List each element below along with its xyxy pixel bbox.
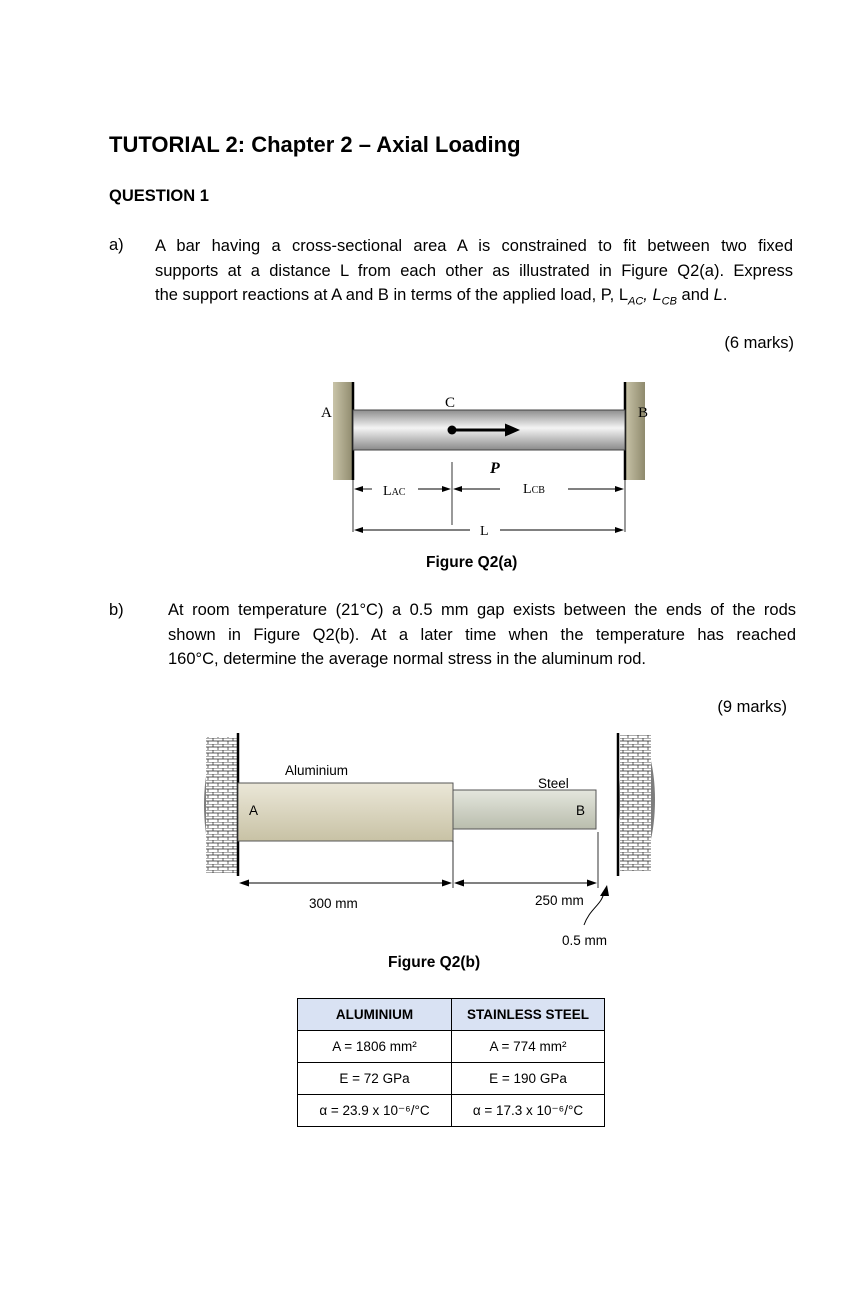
table-row bbox=[298, 1063, 605, 1095]
cell-al-area: A = 1806 mm² bbox=[298, 1031, 452, 1063]
support-a bbox=[333, 382, 353, 480]
cell-al-alpha: α = 23.9 x 10⁻⁶/°C bbox=[298, 1095, 452, 1127]
header-aluminium: ALUMINIUM bbox=[298, 999, 452, 1031]
label-a-rod: A bbox=[249, 803, 259, 818]
label-b: B bbox=[638, 405, 649, 421]
part-b-line-2: shown in Figure Q2(b). At a later time when the temperature has reached bbox=[168, 625, 796, 644]
part-b-line-1: At room temperature (21°C) a 0.5 mm gap exists between the ends of the rods bbox=[168, 601, 796, 619]
part-b-label: b) bbox=[109, 601, 124, 619]
dim-250: 250 mm bbox=[535, 893, 584, 908]
page-title: TUTORIAL 2: Chapter 2 – Axial Loading bbox=[109, 132, 521, 157]
part-b-line-3: 160°C, determine the average normal stress in the aluminum rod. bbox=[168, 650, 647, 668]
cell-st-alpha: α = 17.3 x 10⁻⁶/°C bbox=[452, 1095, 605, 1127]
left-wall bbox=[206, 737, 237, 873]
label-l: L bbox=[480, 524, 489, 539]
support-b bbox=[625, 382, 645, 480]
label-lac: LAC bbox=[383, 484, 406, 499]
material-properties-table bbox=[297, 998, 605, 1127]
part-a-text bbox=[155, 234, 793, 314]
label-p: P bbox=[490, 460, 500, 477]
part-a-line-3: the support reactions at A and B in terms of the applied load, P, $L_{AC}$, $L_{CB}$ and L. bbox=[155, 286, 728, 308]
gap-leader bbox=[584, 892, 604, 925]
dim-300: 300 mm bbox=[309, 896, 358, 911]
question-heading: QUESTION 1 bbox=[109, 187, 209, 205]
cell-st-area: A = 774 mm² bbox=[452, 1031, 605, 1063]
label-lcb: LCB bbox=[523, 482, 545, 497]
figure-q2a bbox=[300, 375, 680, 545]
aluminium-rod bbox=[238, 783, 453, 841]
label-c: C bbox=[445, 395, 456, 411]
cell-al-modulus: E = 72 GPa bbox=[298, 1063, 452, 1095]
table-header-row bbox=[298, 999, 605, 1031]
part-a-label: a) bbox=[109, 236, 124, 254]
part-a-line-2: supports at a distance L from each other as illustrated in Figure Q2(a). Express bbox=[155, 261, 793, 280]
figure-q2a-caption: Figure Q2(a) bbox=[426, 554, 518, 571]
table-row bbox=[298, 1031, 605, 1063]
header-stainless-steel: STAINLESS STEEL bbox=[452, 999, 605, 1031]
label-steel: Steel bbox=[538, 776, 569, 791]
part-b-text bbox=[168, 598, 796, 672]
label-aluminium: Aluminium bbox=[285, 763, 349, 778]
label-b-rod: B bbox=[576, 803, 586, 818]
cell-st-modulus: E = 190 GPa bbox=[452, 1063, 605, 1095]
part-a-line-1: A bar having a cross-sectional area A is constrained to fit between two fixed bbox=[155, 237, 793, 255]
part-a-marks: (6 marks) bbox=[724, 334, 794, 352]
figure-q2b-caption: Figure Q2(b) bbox=[388, 954, 481, 971]
figure-q2b bbox=[195, 725, 665, 955]
label-a: A bbox=[321, 405, 332, 421]
right-wall bbox=[620, 735, 651, 871]
table-row bbox=[298, 1095, 605, 1127]
dim-gap: 0.5 mm bbox=[562, 933, 608, 948]
steel-rod bbox=[453, 790, 596, 829]
part-b-marks: (9 marks) bbox=[717, 698, 787, 716]
